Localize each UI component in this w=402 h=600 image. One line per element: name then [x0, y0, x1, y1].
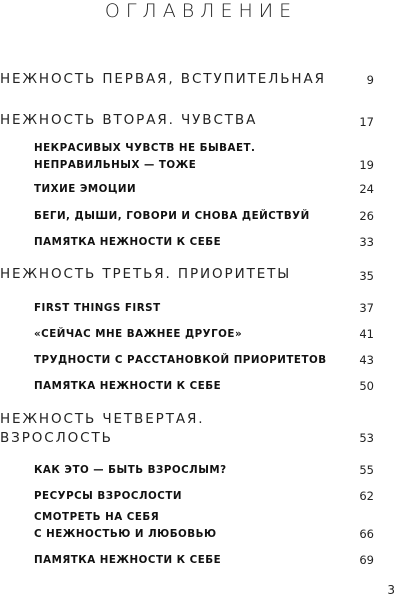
- toc-page-number: 33: [359, 235, 374, 249]
- toc-page-number: 55: [359, 463, 374, 477]
- toc-chapter-label: ТИХИЕ ЭМОЦИИ: [34, 183, 137, 195]
- toc-page-number: 43: [359, 353, 374, 367]
- toc-page-number: 19: [359, 158, 374, 172]
- page-title: ОГЛАВЛЕНИЕ: [104, 0, 298, 22]
- toc-page-number: 26: [359, 209, 374, 223]
- toc-page-number: 9: [366, 73, 374, 87]
- toc-chapter-label: БЕГИ, ДЫШИ, ГОВОРИ И СНОВА ДЕЙСТВУЙ: [34, 210, 310, 222]
- toc-chapter-label: ПАМЯТКА НЕЖНОСТИ К СЕБЕ: [34, 554, 222, 566]
- toc-chapter-label: FIRST THINGS FIRST: [34, 302, 161, 314]
- toc-chapter-label: НЕКРАСИВЫХ ЧУВСТВ НЕ БЫВАЕТ. НЕПРАВИЛЬНЫХ — ТОЖЕ: [34, 142, 256, 171]
- toc-page-number: 35: [359, 269, 374, 283]
- toc-chapter-label: «СЕЙЧАС МНЕ ВАЖНЕЕ ДРУГОЕ»: [34, 328, 243, 340]
- toc-page-number: 53: [359, 431, 374, 445]
- toc-part-label: НЕЖНОСТЬ ЧЕТВЕРТАЯ. ВЗРОСЛОСТЬ: [0, 411, 205, 446]
- toc-page-number: 24: [359, 182, 374, 196]
- toc-chapter-label: КАК ЭТО — БЫТЬ ВЗРОСЛЫМ?: [34, 464, 227, 476]
- toc-page-number: 50: [359, 379, 374, 393]
- toc-chapter-label: РЕСУРСЫ ВЗРОСЛОСТИ: [34, 490, 182, 502]
- toc-page-number: 69: [359, 553, 374, 567]
- toc-part-label: НЕЖНОСТЬ ВТОРАЯ. ЧУВСТВА: [0, 112, 258, 128]
- toc-part-label: НЕЖНОСТЬ ПЕРВАЯ, ВСТУПИТЕЛЬНАЯ: [0, 71, 326, 87]
- toc-page-number: 62: [359, 489, 374, 503]
- toc-page-number: 66: [359, 527, 374, 541]
- toc-chapter-label: ТРУДНОСТИ С РАССТАНОВКОЙ ПРИОРИТЕТОВ: [34, 354, 327, 366]
- toc-part-label: НЕЖНОСТЬ ТРЕТЬЯ. ПРИОРИТЕТЫ: [0, 266, 292, 282]
- toc-page-number: 41: [359, 327, 374, 341]
- page-folio-number: 3: [387, 583, 395, 597]
- toc-chapter-label: ПАМЯТКА НЕЖНОСТИ К СЕБЕ: [34, 236, 222, 248]
- toc-page-number: 37: [359, 301, 374, 315]
- toc-chapter-label: ПАМЯТКА НЕЖНОСТИ К СЕБЕ: [34, 380, 222, 392]
- toc-page-number: 17: [359, 115, 374, 129]
- toc-chapter-label: СМОТРЕТЬ НА СЕБЯ С НЕЖНОСТЬЮ И ЛЮБОВЬЮ: [34, 511, 217, 540]
